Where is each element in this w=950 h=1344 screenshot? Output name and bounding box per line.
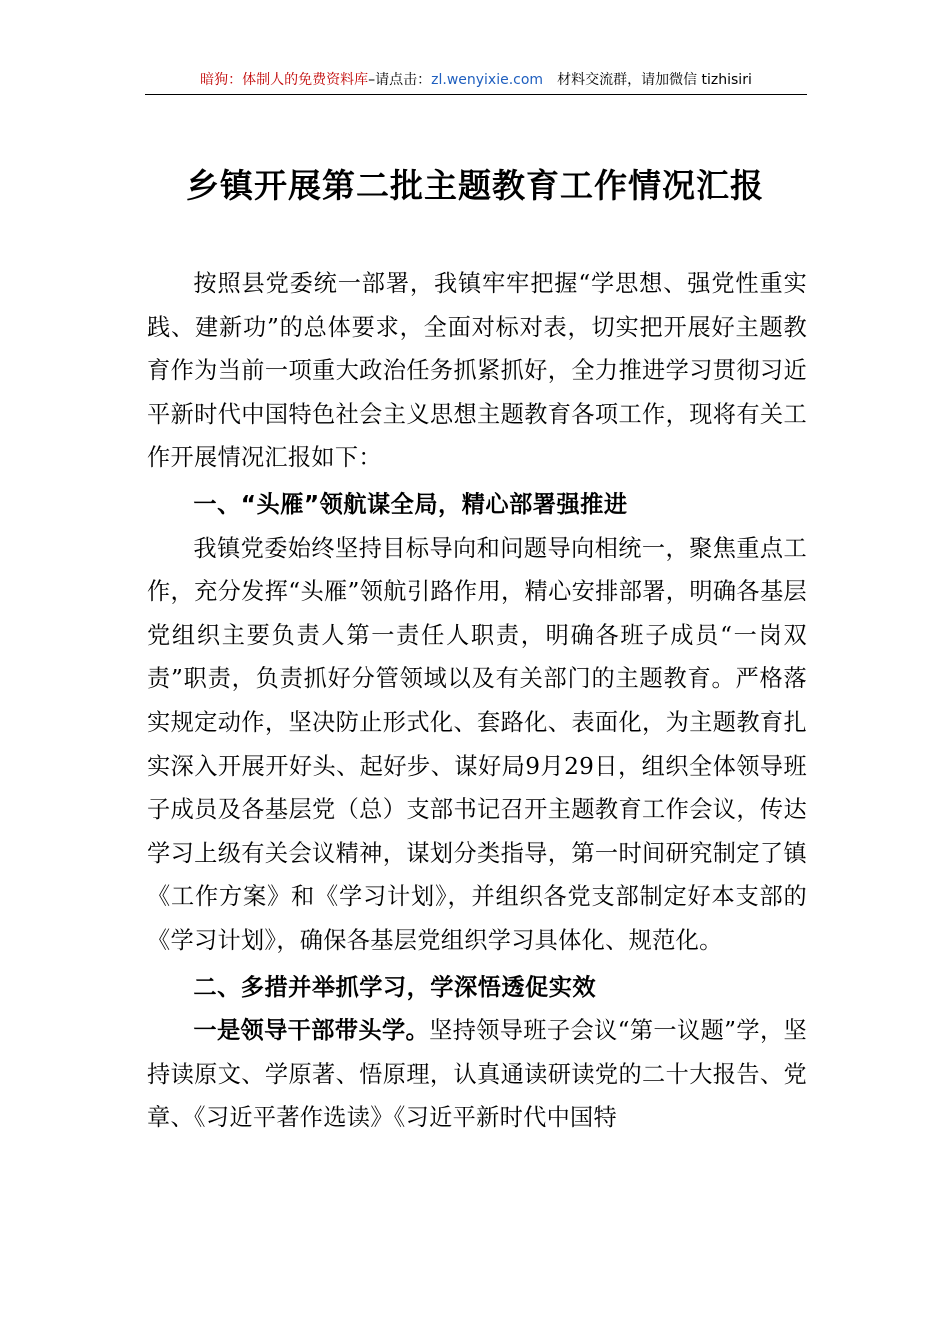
header-click-prompt: –请点击： [368, 72, 432, 88]
header-url-link[interactable]: zl.wenyixie.com [431, 72, 544, 88]
section-2-paragraph [147, 1009, 807, 1140]
intro-paragraph: 按照县党委统一部署，我镇牢牢把握“学思想、强党性重实践、建新功”的总体要求，全面对标对表，切实把开展好主题教育作为当前一项重大政治任务抓紧抓好，全力推进学习贯彻习近平新时代中国特色社会主义思想主题教育各项工作，现将有关工作开展情况汇报如下： [147, 270, 807, 472]
section-2-text: 坚持领导班子会议“第一议题”学，坚持读原文、学原著、悟原理，认真通读研读党的二十大报告、党章、《习近平著作选读》《习近平新时代中国特 [147, 1017, 807, 1132]
document-body [147, 262, 807, 1140]
header-contact-text: 材料交流群，请加微信 tizhisiri [557, 72, 752, 88]
page-header [145, 68, 807, 95]
section-1-paragraph: 我镇党委始终坚持目标导向和问题导向相统一，聚焦重点工作，充分发挥“头雁”领航引路作用，精心安排部署，明确各基层党组织主要负责人第一责任人职责，明确各班子成员“一岗双责”职责，负责抓好分管领域以及有关部门的主题教育。严格落实规定动作，坚决防止形式化、套路化、表面化，为主题教育扎实深入开展开好头、起好步、谋好局9月29日，组织全体领导班子成员及各基层党（总）支部书记召开主题教育工作会议，传达学习上级有关会议精神，谋划分类指导，第一时间研究制定了镇《工作方案》和《学习计划》，并组织各党支部制定好本支部的《学习计划》，确保各基层党组织学习具体化、规范化。 [147, 534, 807, 954]
header-site-name: 暗狗：体制人的免费资料库 [200, 72, 369, 88]
section-1-heading: 一、“头雁”领航谋全局，精心部署强推进 [193, 490, 628, 518]
document-title: 乡镇开展第二批主题教育工作情况汇报 [186, 166, 764, 205]
section-2-lead: 一是领导干部带头学。 [193, 1017, 430, 1045]
section-2-heading: 二、多措并举抓学习，学深悟透促实效 [193, 973, 597, 1001]
